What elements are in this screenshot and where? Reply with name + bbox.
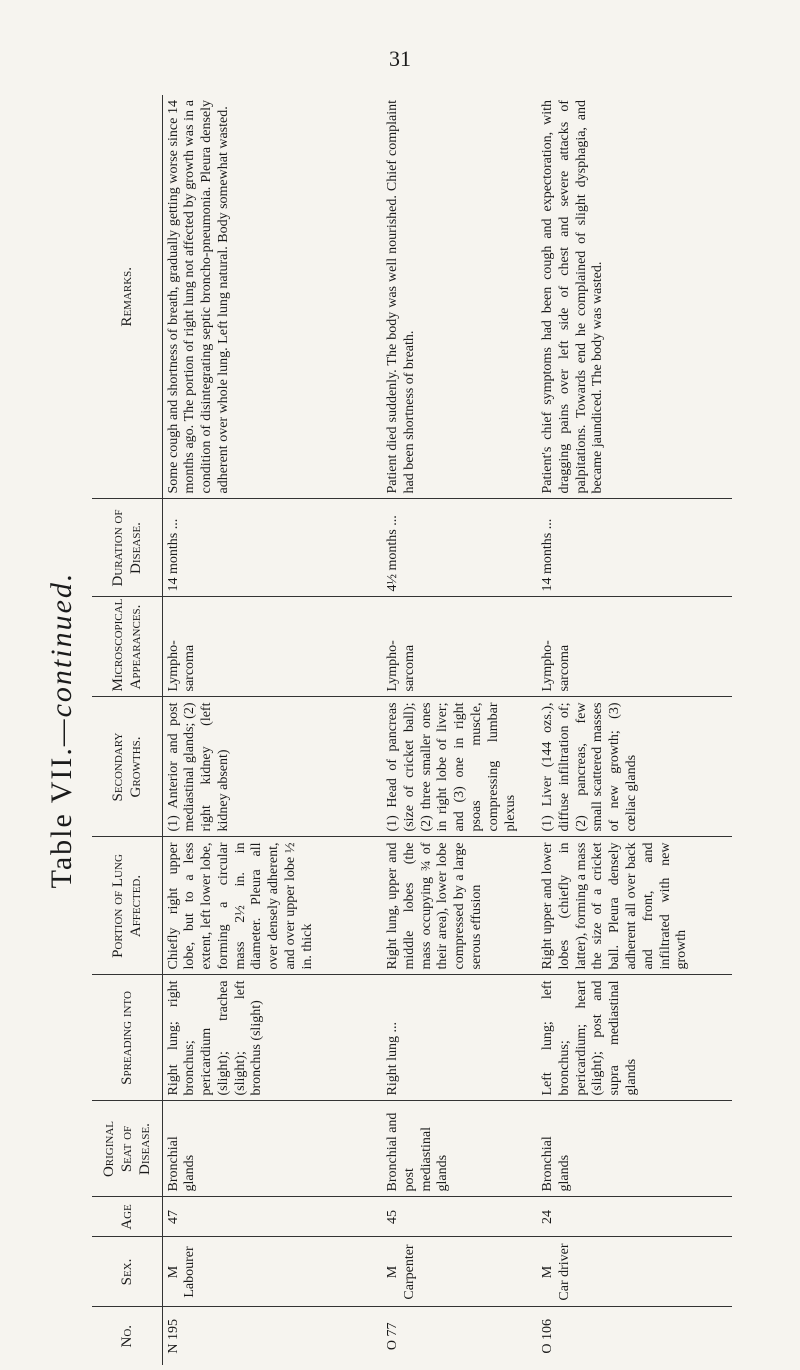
- cell-duration: 4½ months ...: [382, 499, 537, 597]
- occupation-value: Car driver: [556, 1243, 572, 1301]
- rotated-table-page: [40, 95, 760, 1365]
- cell-remarks: Some cough and shortness of breath, gradually getting worse since 14 months ago. The portion of right lung not affected by growth was in a condition of disintegrating septic broncho-pneumonia. Pleura densely adherent over whole lung. Left lung natural. Body somewhat wasted.: [162, 95, 382, 499]
- cell-remarks: Patient died suddenly. The body was well nourished. Chief complaint had been shortness of breath.: [382, 95, 537, 499]
- cell-age: 24: [537, 1197, 732, 1237]
- cell-secondary-growths: (1) Liver (144 ozs.), diffuse infiltration of; (2) pancreas, few small scattered masses of new growth; (3) cœliac glands: [537, 697, 732, 837]
- autopsy-records-table: [92, 95, 732, 1365]
- cell-original-seat: Bronchial and post mediastinal glands: [382, 1101, 537, 1197]
- cell-microscopical: Lympho-sarcoma: [382, 597, 537, 697]
- cell-no: O 106: [540, 1318, 555, 1354]
- table-header-row: [92, 95, 162, 1365]
- page-number: 31: [389, 46, 411, 71]
- cell-duration: 14 months ...: [537, 499, 732, 597]
- sex-value: M: [165, 1265, 181, 1279]
- cell-spreading-into: Left lung; left bronchus; pericardium; heart (slight); post and supra mediastinal glands: [537, 975, 732, 1101]
- cell-microscopical: Lympho-sarcoma: [537, 597, 732, 697]
- header-no: No.: [92, 1307, 162, 1365]
- cell-sex: [162, 1237, 382, 1307]
- cell-secondary-growths: (1) Head of pancreas (size of cricket ball); (2) three smaller ones in right lobe of liver; and (3) one in right psoas muscle, compressing lumbar plexus: [382, 697, 537, 837]
- table-row: [162, 95, 382, 1365]
- sex-value: M: [385, 1265, 400, 1279]
- header-spreading-into: Spreading into: [92, 975, 162, 1101]
- header-portion-of-lung: Portion of Lung Affected.: [92, 837, 162, 975]
- header-sex: Sex.: [92, 1237, 162, 1307]
- cell-original-seat: Bronchial glands: [537, 1101, 732, 1197]
- cell-microscopical: Lympho-sarcoma: [162, 597, 382, 697]
- header-original-seat: Original Seat of Disease.: [92, 1101, 162, 1197]
- table-row: [537, 95, 732, 1365]
- occupation-value: Carpenter: [401, 1244, 417, 1300]
- cell-spreading-into: Right lung; right bronchus; pericardium (slight); trachea (slight); left bronchus (slight): [162, 975, 382, 1101]
- cell-sex: [382, 1237, 537, 1307]
- sex-value: M: [540, 1265, 555, 1279]
- cell-sex: [537, 1237, 732, 1307]
- cell-portion-of-lung: Chiefly right upper lobe, but to a less extent, left lower lobe, forming a circular mass 2½ in. in diameter. Pleura all over densely adherent, and over upper lobe ½ in. thick: [162, 837, 382, 975]
- header-age: Age: [92, 1197, 162, 1237]
- header-microscopical: Microscopical Appearances.: [92, 597, 162, 697]
- cell-secondary-growths: (1) Anterior and post mediastinal glands; (2) right kidney (left kidney absent): [162, 697, 382, 837]
- cell-age: 47: [162, 1197, 382, 1237]
- cell-age: 45: [382, 1197, 537, 1237]
- cell-original-seat: Bronchial glands: [162, 1101, 382, 1197]
- cell-portion-of-lung: Right lung, upper and middle lobes (the mass occupying ¾ of their area), lower lobe compressed by a large serous effusion: [382, 837, 537, 975]
- header-duration: Duration of Disease.: [92, 499, 162, 597]
- table-title-main: Table VII.: [45, 746, 78, 889]
- table-title-sub: —continued.: [45, 571, 78, 747]
- occupation-value: Labourer: [182, 1246, 198, 1298]
- cell-duration: 14 months ...: [162, 499, 382, 597]
- table-title: [40, 95, 84, 1365]
- cell-no: N 195: [165, 1318, 181, 1354]
- header-secondary-growths: Secondary Growths.: [92, 697, 162, 837]
- cell-portion-of-lung: Right upper and lower lobes (chiefly in latter), forming a mass the size of a cricket ball. Pleura densely adherent all over back and front, and infiltrated with new growth: [537, 837, 732, 975]
- cell-no: O 77: [385, 1322, 400, 1351]
- cell-remarks: Patient's chief symptoms had been cough and expectoration, with dragging pains over left side of chest and severe attacks of palpitations. Towards end he complained of slight dysphagia, and became jaundiced. The body was wasted.: [537, 95, 732, 499]
- header-remarks: Remarks.: [92, 95, 162, 499]
- table-row: [382, 95, 537, 1365]
- cell-spreading-into: Right lung ...: [382, 975, 537, 1101]
